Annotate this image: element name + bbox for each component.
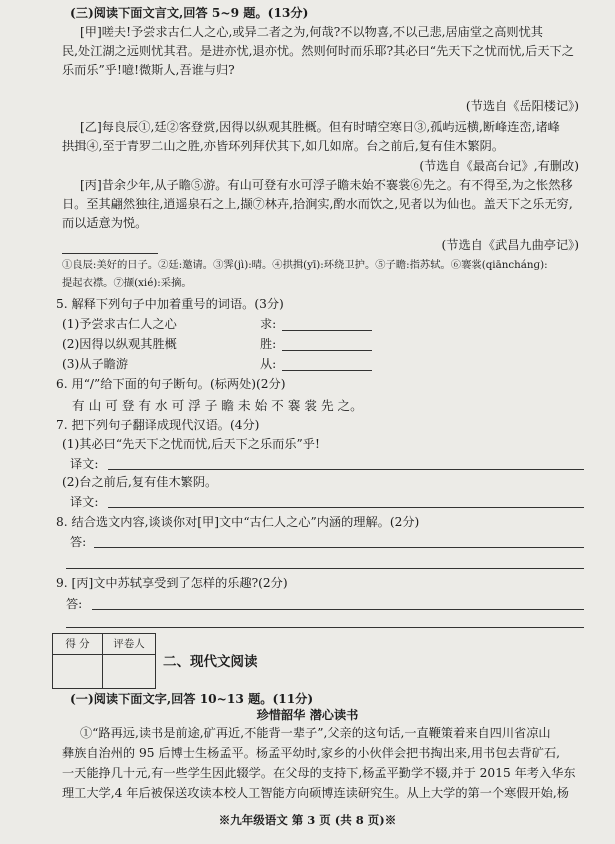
passage-jia-line-1: [甲]嗟夫!予尝求古仁人之心,或异二者之为,何哉?不以物喜,不以己悲,居庙堂之高则忧其 <box>80 25 543 39</box>
question-7-sentence-1: (1)其必曰“先天下之忧而忧,后天下之乐而乐”乎! <box>62 437 320 451</box>
passage-bing-source: (节选自《武昌九曲亭记》) <box>441 238 579 252</box>
article-line-4: 理工大学,4 年后被保送攻读本校人工智能方向硕博连读研究生。从上大学的第一个寒假开始,杨 <box>62 786 569 800</box>
passage-jia-source: (节选自《岳阳楼记》) <box>465 99 579 113</box>
question-9-stem: 9. [丙]文中苏轼享受到了怎样的乐趣?(2分) <box>56 576 288 590</box>
score-table-row-divider <box>53 654 155 655</box>
question-7-label-2: 译文: <box>70 495 99 509</box>
footnote-line-2: 提起衣襟。⑦撷(xié):采摘。 <box>62 277 192 289</box>
passage-yi-line-1: [乙]每良辰①,廷②客登赏,因得以纵观其胜概。但有时晴空寒日③,孤屿远横,断峰连峦,诸峰 <box>80 120 560 134</box>
answer-blank-5-2[interactable] <box>282 338 372 351</box>
passage-bing-line-1: [丙]昔余少年,从子瞻⑤游。有山可登有水可浮子瞻未始不褰裳⑥先之。有不得至,为之怅然移 <box>80 178 573 192</box>
part3-header: (三)阅读下面文言文,回答 5~9 题。(13分) <box>70 6 309 20</box>
answer-line-8-1[interactable] <box>94 547 584 548</box>
score-table-header-grader: 评卷人 <box>113 638 145 650</box>
question-5-item-1: (1)予尝求古仁人之心 <box>62 317 177 331</box>
question-5-label-1: 求: <box>260 317 277 331</box>
question-6-stem: 6. 用“/”给下面的句子断句。(标两处)(2分) <box>56 377 286 391</box>
answer-line-8-2[interactable] <box>66 568 584 569</box>
question-6-sentence[interactable]: 有 山 可 登 有 水 可 浮 子 瞻 未 始 不 褰 裳 先 之。 <box>72 398 363 413</box>
article-title: 珍惜韶华 潜心读书 <box>256 708 359 722</box>
answer-blank-5-1[interactable] <box>282 318 372 331</box>
question-9-label: 答: <box>66 597 83 611</box>
question-5-stem: 5. 解释下列句子中加着重号的词语。(3分) <box>56 297 284 311</box>
subsection-1-header: (一)阅读下面文字,回答 10~13 题。(11分) <box>70 692 314 706</box>
passage-yi-source: (节选自《最高台记》,有删改) <box>419 159 579 173</box>
answer-line-9-1[interactable] <box>92 609 584 610</box>
score-table-header-score: 得 分 <box>65 638 90 650</box>
question-5-item-3: (3)从子瞻游 <box>62 357 129 371</box>
article-line-2: 彝族自治州的 95 后博士生杨孟平。杨孟平幼时,家乡的小伙伴会把书掏出来,用书包去背矿石, <box>62 746 561 760</box>
article-line-1: ①“路再远,读书是前途,矿再近,不能背一辈子”,父亲的这句话,一直鞭策着来自四川省凉山 <box>80 726 551 740</box>
article-line-3: 一天能挣几十元,有一些学生因此辍学。在父母的支持下,杨孟平勤学不辍,并于 2015 年考入华东 <box>62 766 576 780</box>
page-footer: ※九年级语文 第 3 页 (共 8 页)※ <box>218 813 397 827</box>
question-7-stem: 7. 把下列句子翻译成现代汉语。(4分) <box>56 418 260 432</box>
question-5-label-2: 胜: <box>260 337 277 351</box>
answer-line-7-1[interactable] <box>108 469 584 470</box>
passage-jia-line-2: 民,处江湖之远则忧其君。是进亦忧,退亦忧。然则何时而乐耶?其必曰“先天下之忧而忧,后天下之 <box>62 44 574 58</box>
question-8-label: 答: <box>70 535 87 549</box>
question-8-stem: 8. 结合选文内容,谈谈你对[甲]文中“古仁人之心”内涵的理解。(2分) <box>56 515 420 529</box>
question-7-label-1: 译文: <box>70 457 99 471</box>
question-7-sentence-2: (2)台之前后,复有佳木繁阴。 <box>62 475 218 489</box>
passage-yi-line-2: 拱揖④,至于青罗二山之胜,亦皆环列拜伏其下,如几如席。台之前后,复有佳木繁阴。 <box>62 139 505 153</box>
answer-blank-5-3[interactable] <box>282 358 372 371</box>
question-5-item-2: (2)因得以纵观其胜概 <box>62 337 177 351</box>
question-5-label-3: 从: <box>260 357 277 371</box>
passage-bing-line-3: 而以适意为悦。 <box>62 216 148 230</box>
answer-line-7-2[interactable] <box>108 507 584 508</box>
footnote-line-1: ①良辰:美好的日子。②廷:邀请。③霁(jì):晴。④拱揖(yī):环绕卫护。⑤子瞻:指苏轼。⑥褰裳(qiānchánɡ): <box>62 259 548 271</box>
section-2-title: 二、现代文阅读 <box>163 654 258 670</box>
passage-jia-line-3: 乐而乐”乎!噫!微斯人,吾谁与归? <box>62 63 235 77</box>
score-table <box>52 633 156 689</box>
passage-bing-line-2: 日。至其翩然独往,逍遥泉石之上,撷⑦林卉,拾涧实,酌水而饮之,见者以为仙也。盖天下之乐无穷, <box>62 197 573 211</box>
score-table-divider <box>102 634 103 688</box>
answer-line-9-2[interactable] <box>66 627 584 628</box>
